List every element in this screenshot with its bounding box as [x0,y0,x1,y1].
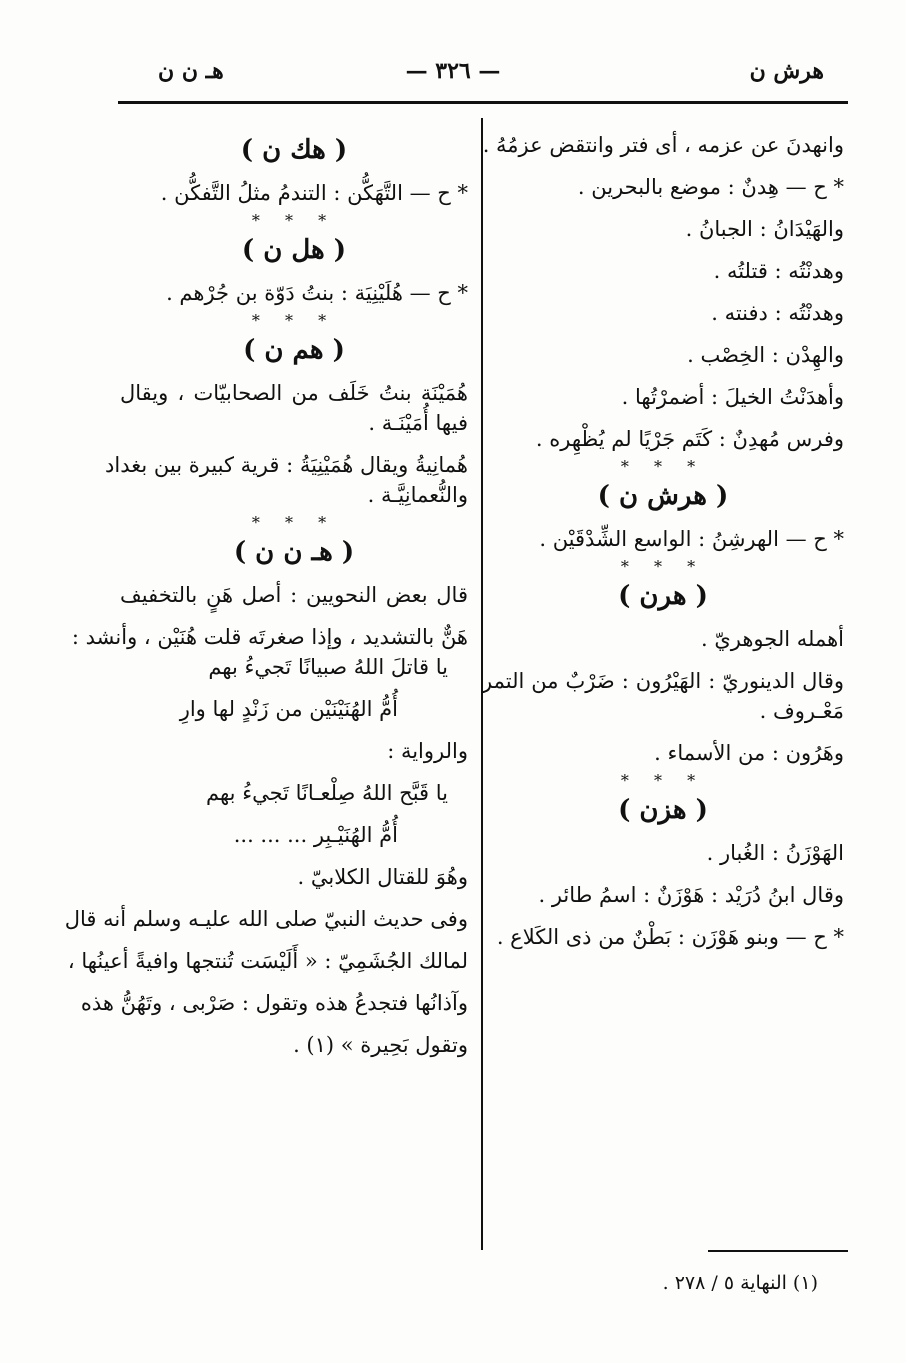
text-line: وفرس مُهدِنٌ : كَتَم جَرْيًا لم يُظْهِره . [535,427,844,451]
text-line: والهَيْدَانُ : الجبانُ . [685,217,844,241]
text-line: وقال الدينوريّ : الهَيْرُون : ضَرْبٌ من التمر [482,669,844,693]
verse-line: أُمُّ الهُنَيْنَيْن من زَنْدٍ لها وارِ [179,697,398,721]
text-line: وقال ابنُ دُرَيْد : هَوْزَنٌ : اسمُ طائر . [538,883,844,907]
verse-line: يا قَبَّح اللهُ صِلْعـانًا تَجيءُ بهم [206,781,448,805]
running-head-left: هـ ن ن [158,58,224,84]
entry-heading: ( هم ن ) [243,335,345,365]
text-line: وهُوَ للقتال الكلابيّ . [297,865,468,889]
text-line: * ح — التَّهَكُّن : التندمُ مثلُ التَّفكُّن . [160,181,468,205]
text-line: * ح — وبنو هَوْزَن : بَطْنٌ من ذى الكَلاع . [496,925,844,949]
text-line: وأهدَنْتُ الخيلَ : أضمرْتُها . [621,385,844,409]
text-line: مَعْـروف . [759,699,844,723]
section-separator: * * * [251,311,337,330]
text-line: والهِدْن : الخِصْب . [687,343,844,367]
text-line: وانهدنَ عن عزمه ، أى فتر وانتقض عزمُهُ . [482,133,844,157]
running-head-right: هرش ن [749,58,824,84]
text-line: هُمَيْنَة بنتُ خَلَف من الصحابيّات ، ويقال [120,381,468,405]
entry-heading: ( هرن ) [618,581,708,611]
header-rule [118,101,848,104]
section-separator: * * * [620,557,706,576]
page-number: — ٣٢٦ — [405,58,501,84]
text-line: هَنٌّ بالتشديد ، وإذا صغرتَه قلت هُنَيْن ، وأنشد : [71,625,468,649]
text-line: فيها أُمَيْنَـة . [368,411,468,435]
footnote: (١) النهاية ٥ / ٢٧٨ . [662,1272,818,1294]
left-column [64,130,468,1060]
section-separator: * * * [251,513,337,532]
text-line: أهمله الجوهريّ . [700,627,844,651]
text-line: الهَوْزَنُ : الغُبار . [706,841,844,865]
text-line: وهدنْتُه : دفنته . [711,301,844,325]
section-separator: * * * [620,771,706,790]
verse-line: أُمُّ الهُنَيْـبِر ... ... ... [233,823,398,847]
text-line: وهَرُون : من الأسماء . [654,741,844,765]
text-line: هُمانِيةُ ويقال هُمَيْنِيَةُ : قرية كبيرة بين بغداد [105,453,468,477]
section-separator: * * * [251,211,337,230]
entry-heading: ( هزن ) [618,795,708,825]
entry-heading: ( هل ن ) [241,235,347,265]
text-line: وتقول بَحِيرة » (١) . [293,1033,468,1057]
entry-heading: ( هرش ن ) [597,481,729,511]
text-line: وفى حديث النبيّ صلى الله عليـه وسلم أنه قال [64,907,468,931]
text-line: وهدنْتُه : قتلتُه . [713,259,844,283]
verse-line: يا قاتلَ اللهُ صبيانًا تَجيءُ بهم [208,655,448,679]
text-line: * ح — الهرشِنُ : الواسع الشِّدْقَيْن . [539,527,844,551]
text-line: قال بعض النحويين : أصل هَنٍ بالتخفيف [120,583,468,607]
entry-heading: ( هـ ن ن ) [233,537,355,567]
text-line: وآذانُها فتجدعُ هذه وتقول : صَرْبى ، وتَهُنُّ هذه [80,991,468,1015]
entry-heading: ( هك ن ) [240,135,348,165]
right-column [482,130,844,952]
footnote-rule [708,1250,848,1252]
section-separator: * * * [620,457,706,476]
text-line: لمالك الجُشَمِيّ : « أَلَيْسَت تُنتجها وافيةً أعينُها ، [67,949,468,973]
text-line: والرواية : [387,739,468,763]
text-line: * ح — هِدنٌ : موضع بالبحرين . [577,175,844,199]
text-line: والنُّعمانِيَّـة . [367,483,468,507]
text-line: * ح — هُلَيْنِيَة : بنتُ دَوّة بن جُرْهم . [166,281,468,305]
